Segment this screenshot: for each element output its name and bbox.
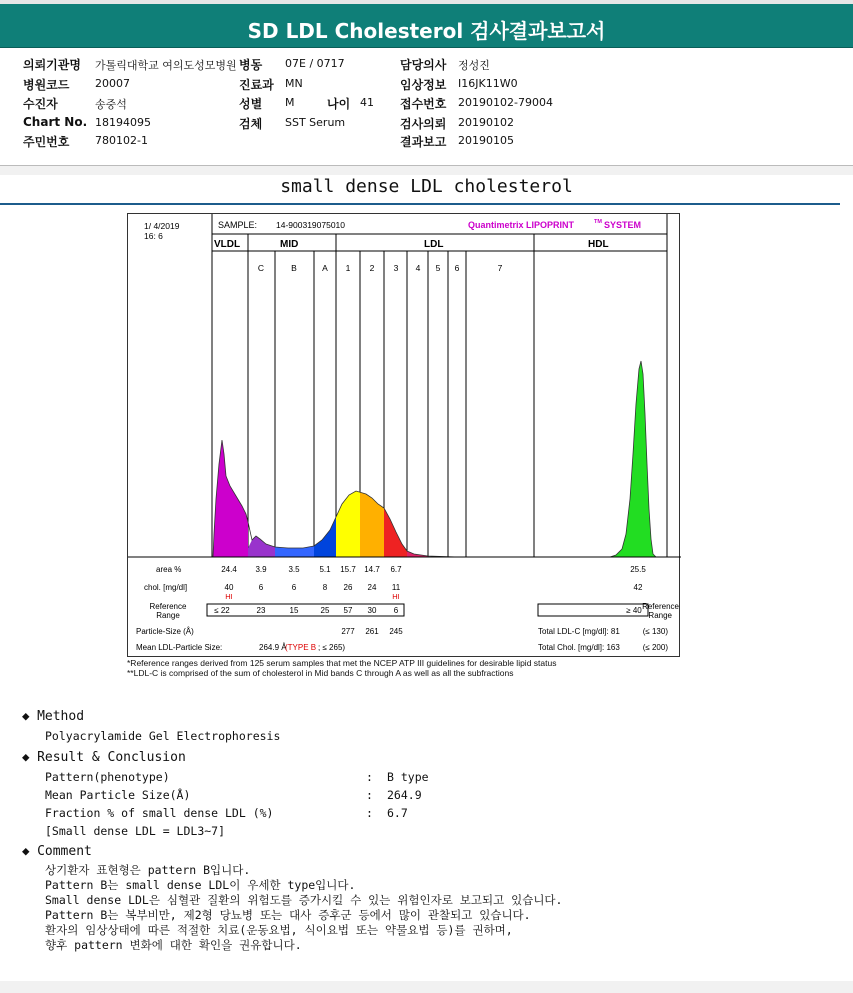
result-heading: Result & Conclusion xyxy=(37,750,186,765)
info-label-specimen: 검체 xyxy=(239,117,263,131)
mid-a-peak xyxy=(314,517,336,557)
info-value-ward: 07E / 0717 xyxy=(285,57,345,70)
area-hdl: 25.5 xyxy=(630,565,646,574)
chol-mid-b: 6 xyxy=(291,583,297,592)
info-label-age: 나이 xyxy=(327,97,351,111)
area-mid-a: 5.1 xyxy=(319,565,331,574)
ref-mid-a: 25 xyxy=(320,606,330,615)
band-label-2: 2 xyxy=(369,263,375,273)
ref-vldl: ≤ 22 xyxy=(214,606,230,615)
result-note: [Small dense LDL = LDL3~7] xyxy=(45,824,226,838)
method-heading: Method xyxy=(37,709,85,724)
method-text: Polyacrylamide Gel Electrophoresis xyxy=(45,729,281,743)
area-ldl2: 14.7 xyxy=(364,565,380,574)
info-label-ward: 병동 xyxy=(239,58,263,72)
band-label-4: 4 xyxy=(415,263,421,273)
result-value-mean-size: 264.9 xyxy=(387,788,422,802)
ref-mid-b: 15 xyxy=(289,606,299,615)
ref-ldl2: 30 xyxy=(367,606,377,615)
colon: : xyxy=(366,806,373,820)
report-date: 1/ 4/2019 xyxy=(144,221,180,231)
vldl-peak xyxy=(213,440,248,557)
band-label-3: 3 xyxy=(393,263,399,273)
band-label-c: C xyxy=(257,263,265,273)
report-time: 16: 6 xyxy=(144,231,163,241)
section-title-underline xyxy=(0,203,840,205)
band-label-7: 7 xyxy=(497,263,503,273)
ref-right-label-2: Range xyxy=(648,611,672,620)
row-label-particle-size: Particle-Size (Å) xyxy=(136,627,194,636)
separator-band xyxy=(0,166,853,175)
info-label-report-date: 결과보고 xyxy=(400,135,447,149)
result-section xyxy=(22,749,186,765)
total-ldl-c: Total LDL-C [mg/dl]: 81 xyxy=(538,627,620,636)
comment-line: Pattern B는 복부비만, 제2형 당뇨병 또는 대사 증후군 등에서 많이 관찰되고 있습니다. xyxy=(45,908,531,922)
group-mid: MID xyxy=(280,239,299,250)
particle-ldl3: 245 xyxy=(389,627,403,636)
diamond-bullet-icon: ◆ xyxy=(22,843,30,858)
brand-tail: SYSTEM xyxy=(604,220,642,230)
info-label-department: 진료과 xyxy=(239,78,274,92)
chol-mid-a: 8 xyxy=(322,583,328,592)
row-label-mean-size: Mean LDL-Particle Size: xyxy=(136,643,223,652)
comment-line: 상기환자 표현형은 pattern B입니다. xyxy=(45,863,251,877)
info-label-request-date: 검사의뢰 xyxy=(400,117,447,131)
diamond-bullet-icon: ◆ xyxy=(22,708,30,723)
brand-tm: TM xyxy=(594,219,602,225)
chol-ldl3: 11 xyxy=(391,583,401,592)
report-title-bar xyxy=(0,0,853,48)
sample-label: SAMPLE: xyxy=(218,220,258,230)
chol-mid-c: 6 xyxy=(258,583,264,592)
info-value-specimen: SST Serum xyxy=(285,116,346,129)
info-value-hospital-code: 20007 xyxy=(95,77,130,90)
info-value-receipt-no: 20190102-79004 xyxy=(458,96,553,109)
comment-heading: Comment xyxy=(37,844,92,859)
result-label-pattern: Pattern(phenotype) xyxy=(45,770,170,784)
mean-size-range: ; ≤ 265) xyxy=(318,643,346,652)
result-value-pattern: B type xyxy=(387,770,429,784)
colon: : xyxy=(366,770,373,784)
band-label-a: A xyxy=(322,263,328,273)
total-cholesterol: Total Chol. [mg/dl]: 163 xyxy=(538,643,620,652)
band-label-5: 5 xyxy=(435,263,441,273)
row-label-range: Range xyxy=(156,611,180,620)
comment-line: Pattern B는 small dense LDL이 우세한 type입니다. xyxy=(45,878,356,892)
band-divider-lines xyxy=(248,234,534,557)
info-value-request-date: 20190102 xyxy=(458,116,514,129)
info-label-patient: 수진자 xyxy=(23,97,58,111)
group-hdl: HDL xyxy=(588,239,609,250)
area-vldl: 24.4 xyxy=(221,565,237,574)
area-ldl3: 6.7 xyxy=(390,565,402,574)
chol-vldl: 40 xyxy=(224,583,234,592)
info-value-doctor: 정성진 xyxy=(458,59,490,72)
area-ldl1: 15.7 xyxy=(340,565,356,574)
comment-section xyxy=(22,843,92,859)
info-value-age: 41 xyxy=(360,96,374,109)
ldl2-peak xyxy=(360,492,384,557)
ldl3-peak xyxy=(384,508,407,557)
row-label-chol: chol. [mg/dl] xyxy=(144,583,188,592)
mean-size-type: (TYPE B xyxy=(285,643,317,652)
chol-ldl1: 26 xyxy=(343,583,353,592)
lipoprint-chart xyxy=(128,214,681,658)
colon: : xyxy=(366,788,373,802)
total-cholesterol-range: (≤ 200) xyxy=(642,643,668,652)
ref-mid-c: 23 xyxy=(256,606,266,615)
area-mid-b: 3.5 xyxy=(288,565,300,574)
band-label-b: B xyxy=(291,263,297,273)
ref-hdl: ≥ 40 xyxy=(626,606,642,615)
report-title: SD LDL Cholesterol 검사결과보고서 xyxy=(247,19,606,43)
info-label-institution: 의뢰기관명 xyxy=(23,58,81,72)
total-ldl-c-range: (≤ 130) xyxy=(642,627,668,636)
info-label-chart-no: Chart No. xyxy=(23,115,88,129)
info-value-chart-no: 18194095 xyxy=(95,116,151,129)
diamond-bullet-icon: ◆ xyxy=(22,749,30,764)
info-label-receipt-no: 접수번호 xyxy=(400,97,447,111)
group-vldl: VLDL xyxy=(214,239,241,250)
chol-ldl2: 24 xyxy=(367,583,377,592)
particle-ldl2: 261 xyxy=(365,627,379,636)
brand-name: Quantimetrix LIPOPRINT xyxy=(468,220,575,230)
ldl1-peak xyxy=(336,491,360,557)
footnote-2: **LDL-C is comprised of the sum of cholesterol in Mid bands C through A as well as all the subfractions xyxy=(127,668,514,678)
info-value-resident-no: 780102-1 xyxy=(95,134,148,147)
patient-info-panel xyxy=(0,48,853,166)
group-ldl: LDL xyxy=(424,239,444,250)
row-label-area: area % xyxy=(156,565,182,574)
info-label-resident-no: 주민번호 xyxy=(23,135,70,149)
ref-right-label-1: Reference xyxy=(642,602,679,611)
info-label-clinical-info: 임상정보 xyxy=(400,78,447,92)
info-value-clinical-info: I16JK11W0 xyxy=(458,77,518,90)
method-section xyxy=(22,708,84,724)
row-label-reference: Reference xyxy=(149,602,187,611)
info-label-doctor: 담당의사 xyxy=(400,58,447,72)
info-value-sex: M xyxy=(285,96,295,109)
lipoprint-report xyxy=(127,213,680,657)
chol-hdl: 42 xyxy=(633,583,643,592)
mean-size-value: 264.9 Å xyxy=(259,643,287,652)
ref-ldl1: 57 xyxy=(343,606,353,615)
band-label-1: 1 xyxy=(345,263,351,273)
ldl4-tail xyxy=(407,551,428,557)
info-label-hospital-code: 병원코드 xyxy=(23,78,70,92)
info-label-sex: 성별 xyxy=(239,97,263,111)
chol-vldl-hi-flag: HI xyxy=(225,592,233,601)
result-label-mean-size: Mean Particle Size(Å) xyxy=(45,788,191,802)
particle-ldl1: 277 xyxy=(341,627,355,636)
comment-line: 향후 pattern 변화에 대한 확인을 권유합니다. xyxy=(45,938,302,952)
sample-value: 14-900319075010 xyxy=(276,220,346,230)
section-title: small dense LDL cholesterol xyxy=(280,176,573,197)
result-value-fraction: 6.7 xyxy=(387,806,408,820)
bottom-band xyxy=(0,981,853,993)
chol-ldl3-hi-flag: HI xyxy=(392,592,400,601)
ref-ldl3: 6 xyxy=(393,606,399,615)
result-label-fraction: Fraction % of small dense LDL (%) xyxy=(45,806,274,820)
info-value-report-date: 20190105 xyxy=(458,134,514,147)
info-value-patient: 송중석 xyxy=(95,98,127,111)
info-value-department: MN xyxy=(285,77,303,90)
comment-line: Small dense LDL은 심혈관 질환의 위험도를 증가시킬 수 있는 위험인자로 보고되고 있습니다. xyxy=(45,893,563,907)
footnote-1: *Reference ranges derived from 125 serum samples that met the NCEP ATP III guidelines for desirable lipid status xyxy=(127,658,557,668)
info-value-institution: 가톨릭대학교 여의도성모병원 xyxy=(95,59,237,72)
comment-line: 환자의 임상상태에 따른 적절한 치료(운동요법, 식이요법 또는 약물요법 등)를 권하며, xyxy=(45,923,513,937)
band-label-6: 6 xyxy=(454,263,460,273)
area-mid-c: 3.9 xyxy=(255,565,267,574)
